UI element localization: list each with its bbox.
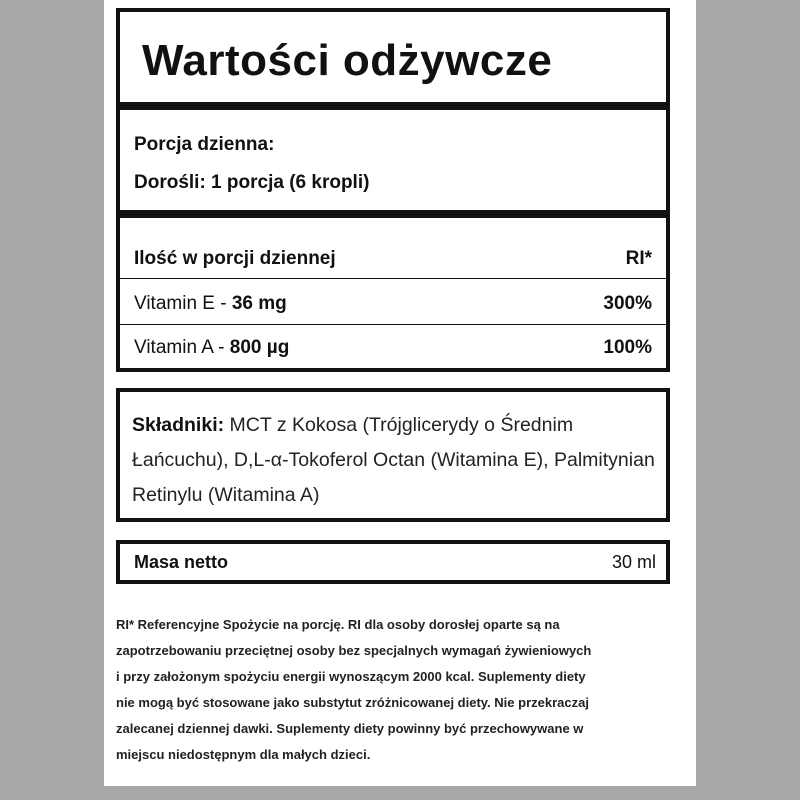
footnote-line: zalecanej dziennej dawki. Suplementy diety powinny być przechowywane w [116,721,584,736]
nutrient-name: Vitamin A - [134,337,230,358]
footnote-line: miejscu niedostępnym dla małych dzieci. [116,747,371,762]
ingredients-label: Składniki: [132,414,225,436]
footnote-line: RI* Referencyjne Spożycie na porcję. RI dla osoby dorosłej oparte są na [116,617,560,632]
nutrient-ri: 300% [603,293,652,314]
net-weight-box [116,540,670,584]
table-divider [120,278,666,279]
ingredients-box [116,388,670,522]
nutrition-label-panel [104,0,696,786]
ri-footnote [116,612,676,768]
footnote-line: zapotrzebowaniu przeciętnej osoby bez specjalnych wymagań żywieniowych [116,643,592,658]
net-weight-label: Masa netto [134,552,229,572]
left-gray-margin [0,0,104,800]
ri-heading: RI* [625,248,652,269]
label-title: Wartości odżywcze [142,36,553,85]
footnote-line: i przy założonym spożyciu energii wynoszącym 2000 kcal. Suplementy diety [116,669,586,684]
amount-per-serving-heading: Ilość w porcji dziennej [134,248,336,269]
ingredients-text [132,408,662,513]
nutrient-ri: 100% [603,337,652,358]
footnote-line: nie mogą być stosowane jako substytut zróżnicowanej diety. Nie przekraczaj [116,695,589,710]
nutrient-name: Vitamin E - [134,293,232,314]
right-gray-margin [696,0,800,800]
net-weight-value: 30 ml [611,552,656,572]
table-divider [120,324,666,325]
bottom-gray-margin [104,786,696,800]
nutrient-amount: 800 µg [229,337,290,358]
ingredients-list: MCT z Kokosa (Trójglicerydy o Średnim Łańcuchu), D,L-α-Tokoferol Octan (Witamina E), Palmitynian Retinylu (Witamina A) [132,414,655,506]
nutrient-table-header [134,248,652,270]
table-row [134,293,652,315]
title-divider [120,102,666,110]
serving-size: Dorośli: 1 porcja (6 kropli) [134,172,370,193]
serving-divider [120,210,666,218]
nutrient-amount: 36 mg [231,293,287,314]
nutrition-facts-box [116,8,670,372]
serving-heading: Porcja dzienna: [134,134,275,155]
table-row [134,337,652,359]
